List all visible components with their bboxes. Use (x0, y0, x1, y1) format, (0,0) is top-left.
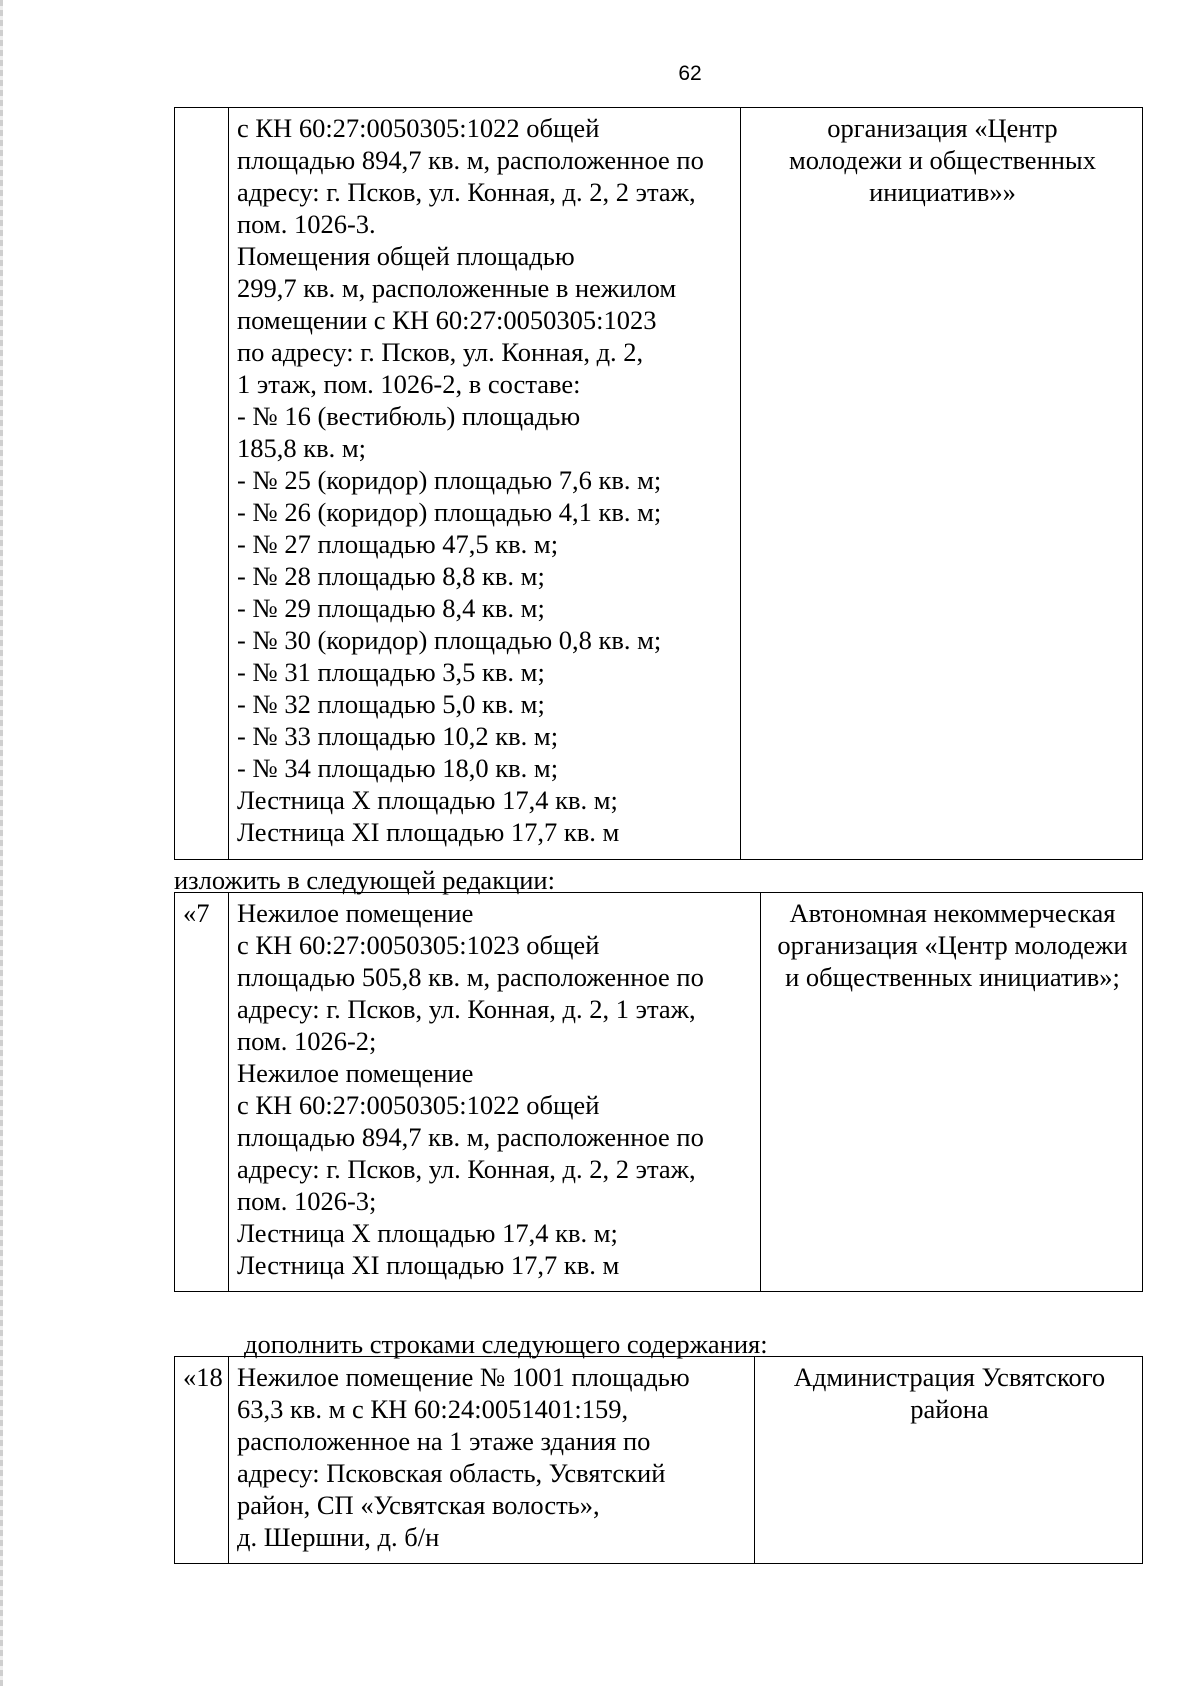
text-line: Лестница XI площадью 17,7 кв. м (237, 817, 620, 847)
text-line: с КН 60:27:0050305:1022 общей (237, 1090, 600, 1120)
text-line: помещении с КН 60:27:0050305:1023 (237, 305, 657, 335)
text-line: Администрация Усвятского (793, 1362, 1106, 1392)
property-table-continued (174, 107, 1143, 860)
text-line: - № 32 площадью 5,0 кв. м; (237, 689, 545, 719)
holder-organization-lines (749, 112, 1136, 208)
text-line: 63,3 кв. м с КН 60:24:0051401:159, (237, 1394, 629, 1424)
property-description-lines (237, 112, 734, 848)
property-description-cell (229, 893, 761, 1292)
text-line: - № 33 площадью 10,2 кв. м; (237, 721, 559, 751)
text-line: адресу: Псковская область, Усвятский (237, 1458, 666, 1488)
text-line: Помещения общей площадью (237, 241, 575, 271)
holder-organization-lines (763, 1361, 1136, 1425)
holder-organization-cell (755, 1357, 1143, 1564)
property-table-row-18 (174, 1356, 1143, 1564)
property-description-cell (229, 1357, 755, 1564)
text-line: Нежилое помещение № 1001 площадью (237, 1362, 690, 1392)
text-line: 185,8 кв. м; (237, 433, 367, 463)
text-line: молодежи и общественных (789, 145, 1096, 175)
text-line: пом. 1026-2; (237, 1026, 377, 1056)
text-line: Нежилое помещение (237, 1058, 474, 1088)
holder-organization-cell (761, 893, 1143, 1292)
text-line: инициатив»» (869, 177, 1016, 207)
text-line: по адресу: г. Псков, ул. Конная, д. 2, (237, 337, 644, 367)
text-line: адресу: г. Псков, ул. Конная, д. 2, 2 этаж, (237, 177, 696, 207)
table-row (175, 893, 1143, 1292)
text-line: - № 30 (коридор) площадью 0,8 кв. м; (237, 625, 662, 655)
text-line: адресу: г. Псков, ул. Конная, д. 2, 1 этаж, (237, 994, 696, 1024)
property-description-lines (237, 1361, 748, 1553)
text-line: Нежилое помещение (237, 898, 474, 928)
text-line: - № 16 (вестибюль) площадью (237, 401, 581, 431)
text-line: Лестница XI площадью 17,7 кв. м (237, 1250, 620, 1280)
property-table-row-7 (174, 892, 1143, 1292)
text-line: адресу: г. Псков, ул. Конная, д. 2, 2 этаж, (237, 1154, 696, 1184)
row-number-cell: «7 (175, 893, 229, 1292)
text-line: 299,7 кв. м, расположенные в нежилом (237, 273, 677, 303)
amendment-caption-add-rows: дополнить строками следующего содержания: (244, 1329, 768, 1359)
holder-organization-lines (769, 897, 1136, 993)
text-line: - № 28 площадью 8,8 кв. м; (237, 561, 545, 591)
text-line: - № 25 (коридор) площадью 7,6 кв. м; (237, 465, 662, 495)
property-description-lines (237, 897, 754, 1281)
text-line: и общественных инициатив»; (785, 962, 1120, 992)
text-line: площадью 894,7 кв. м, расположенное по (237, 1122, 704, 1152)
table-row (175, 108, 1143, 860)
amendment-caption-new-wording: изложить в следующей редакции: (174, 865, 555, 895)
text-line: - № 26 (коридор) площадью 4,1 кв. м; (237, 497, 662, 527)
row-number-cell (175, 108, 229, 860)
scan-edge-artifact (0, 0, 3, 1686)
text-line: район, СП «Усвятская волость», (237, 1490, 600, 1520)
text-line: Лестница X площадью 17,4 кв. м; (237, 1218, 618, 1248)
text-line: Автономная некоммерческая (789, 898, 1116, 928)
text-line: с КН 60:27:0050305:1022 общей (237, 113, 600, 143)
text-line: организация «Центр молодежи (777, 930, 1128, 960)
text-line: района (910, 1394, 989, 1424)
page-number: 62 (678, 62, 702, 85)
text-line: с КН 60:27:0050305:1023 общей (237, 930, 600, 960)
text-line: - № 31 площадью 3,5 кв. м; (237, 657, 545, 687)
text-line: - № 29 площадью 8,4 кв. м; (237, 593, 545, 623)
text-line: 1 этаж, пом. 1026-2, в составе: (237, 369, 581, 399)
text-line: - № 34 площадью 18,0 кв. м; (237, 753, 559, 783)
text-line: организация «Центр (827, 113, 1058, 143)
text-line: пом. 1026-3; (237, 1186, 377, 1216)
property-description-cell (229, 108, 741, 860)
text-line: пом. 1026-3. (237, 209, 376, 239)
text-line: площадью 505,8 кв. м, расположенное по (237, 962, 704, 992)
text-line: Лестница X площадью 17,4 кв. м; (237, 785, 618, 815)
holder-organization-cell (741, 108, 1143, 860)
row-number-cell: «18 (175, 1357, 229, 1564)
text-line: д. Шершни, д. б/н (237, 1522, 440, 1552)
text-line: расположенное на 1 этаже здания по (237, 1426, 651, 1456)
text-line: площадью 894,7 кв. м, расположенное по (237, 145, 704, 175)
text-line: - № 27 площадью 47,5 кв. м; (237, 529, 559, 559)
table-row (175, 1357, 1143, 1564)
